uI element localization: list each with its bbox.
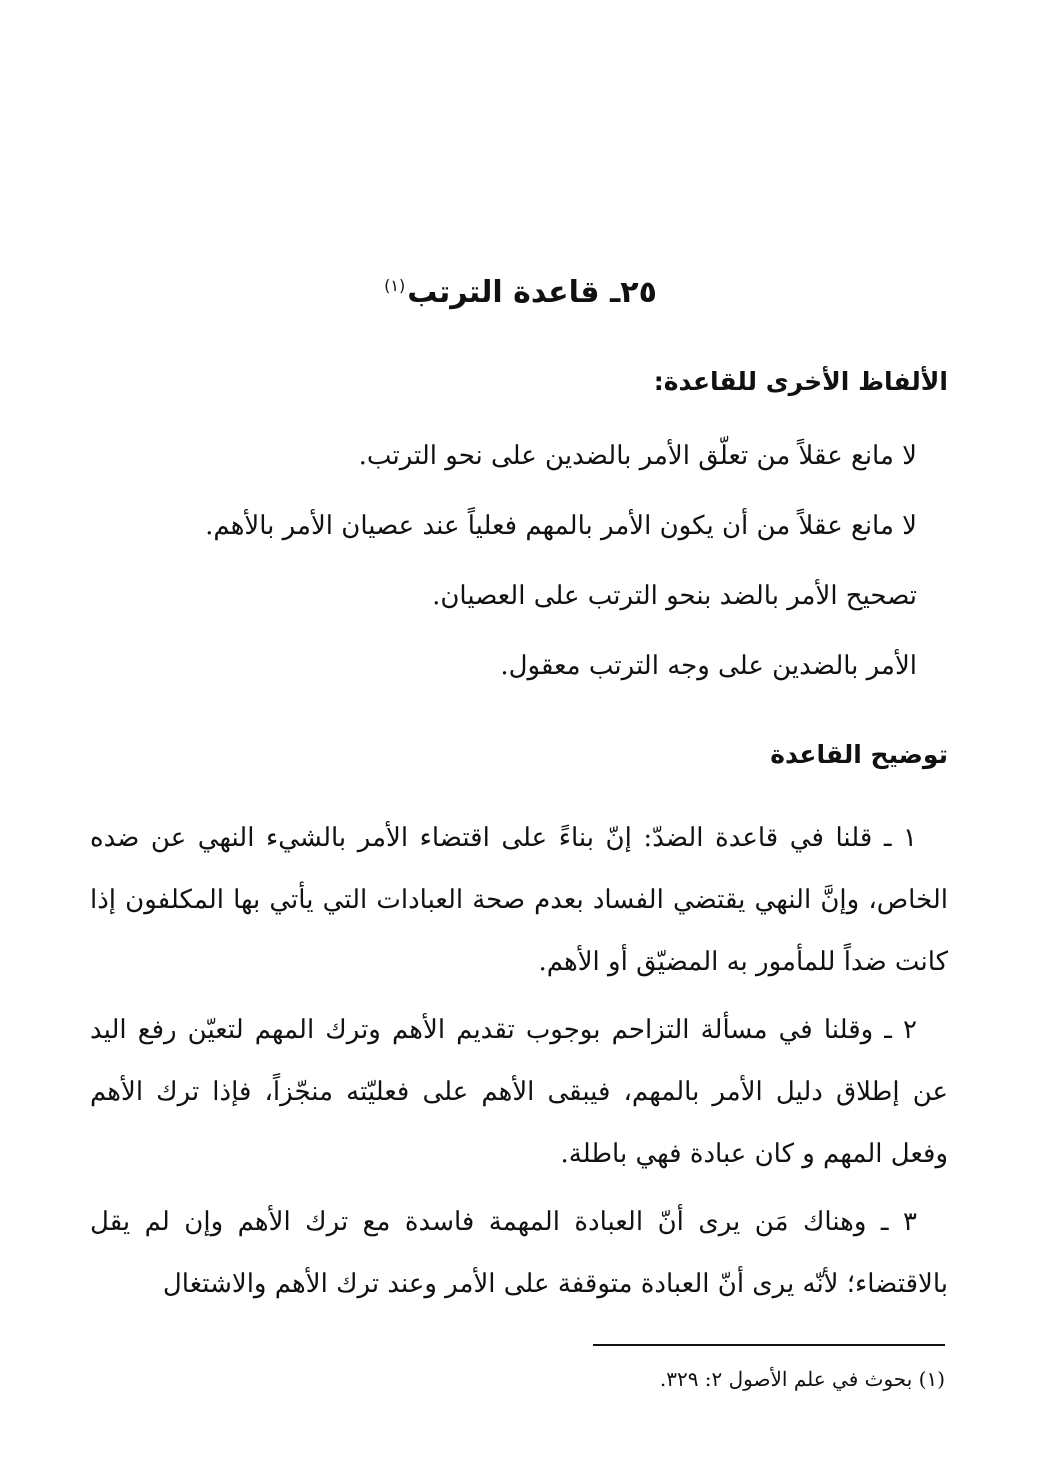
- explanation-paragraph: ٢ ـ وقلنا في مسألة التزاحم بوجوب تقديم الأهم وترك المهم لتعيّن رفع اليد عن إطلاق دليل الأمر بالمهم، فيبقى الأهم على فعليّته منجّزاً، فإذا ترك الأهم وفعل المهم و كان عبادة فهي باطلة.: [90, 1015, 948, 1169]
- title-footnote-marker[interactable]: (١): [384, 276, 406, 295]
- explanation-paragraph: ٣ ـ وهناك مَن يرى أنّ العبادة المهمة فاسدة مع ترك الأهم وإن لم يقل بالاقتضاء؛ لأنّه يرى أنّ العبادة متوقفة على الأمر وعند ترك الأهم والاشتغال: [90, 1207, 948, 1299]
- alt-wording-item: تصحيح الأمر بالضد بنحو الترتب على العصيان.: [432, 581, 917, 611]
- alt-wordings-list: [77, 428, 917, 708]
- footnote: (١) بحوث في علم الأصول ٢: ٣٢٩.: [659, 1367, 945, 1391]
- rule-title: [0, 262, 1041, 317]
- alt-wording-item: الأمر بالضدين على وجه الترتب معقول.: [500, 651, 917, 681]
- rule-title-text: ٢٥ـ قاعدة الترتب: [407, 275, 657, 310]
- explanation-body: [90, 807, 948, 1321]
- alt-wordings-heading: الألفاظ الأخرى للقاعدة:: [653, 367, 948, 396]
- alt-wording-item: لا مانع عقلاً من تعلّق الأمر بالضدين على نحو الترتب.: [358, 441, 917, 471]
- footnote-separator: [593, 1344, 945, 1346]
- alt-wording-item: لا مانع عقلاً من أن يكون الأمر بالمهم فعلياً عند عصيان الأمر بالأهم.: [205, 511, 917, 541]
- explanation-heading: توضيح القاعدة: [770, 740, 948, 769]
- explanation-paragraph: ١ ـ قلنا في قاعدة الضدّ: إنّ بناءً على اقتضاء الأمر بالشيء النهي عن ضده الخاص، وإنَّ النهي يقتضي الفساد بعدم صحة العبادات التي يأتي بها المكلفون إذا كانت ضداً للمأمور به المضيّق أو الأهم.: [90, 823, 948, 977]
